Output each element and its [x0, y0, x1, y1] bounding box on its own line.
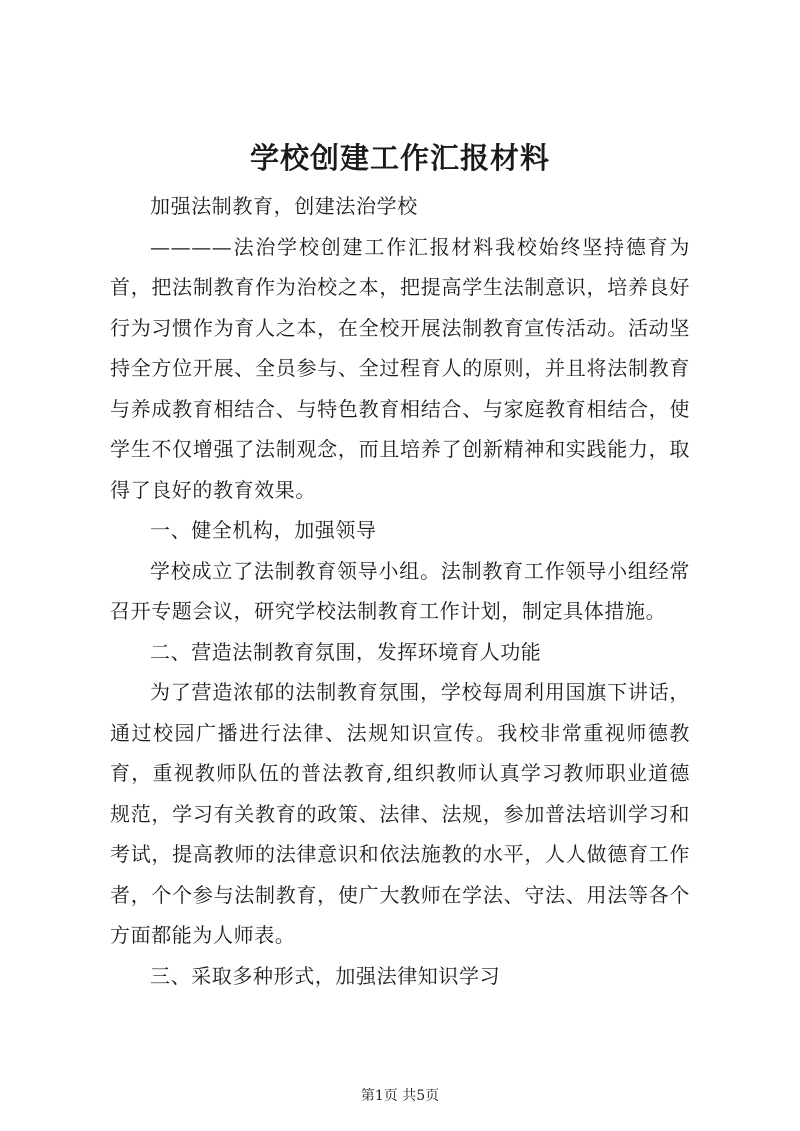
subtitle-paragraph: 加强法制教育，创建法治学校	[150, 194, 418, 218]
page-title: 学校创建工作汇报材料	[249, 141, 550, 175]
intro-paragraph: ————法治学校创建工作汇报材料我校始终坚持德育为首，把法制教育作为治校之本，把提高学生法制意识，培养良好行为习惯作为育人之本，在全校开展法制教育宣传活动。活动坚持全方位开展、全员参与、全过程育人的原则，并且将法制教育与养成教育相结合、与特色教育相结合、与家庭教育相结合，使学生不仅增强了法制观念，而且培养了创新精神和实践能力，取得了良好的教育效果。	[110, 234, 690, 502]
section-heading-1: 一、健全机构，加强领导	[150, 518, 377, 542]
page-footer: 第1页 共5页	[360, 1088, 440, 1104]
section-paragraph-2: 为了营造浓郁的法制教育氛围，学校每周利用国旗下讲话，通过校园广播进行法律、法规知识宣传。我校非常重视师德教育，重视教师队伍的普法教育,组织教师认真学习教师职业道德规范，学习有关教育的政策、法律、法规，参加普法培训学习和考试，提高教师的法律意识和依法施教的水平，人人做德育工作者，个个参与法制教育，使广大教师在学法、守法、用法等各个方面都能为人师表。	[110, 680, 690, 947]
section-heading-2: 二、营造法制教育氛围，发挥环境育人功能	[150, 639, 542, 664]
document-body	[110, 186, 690, 996]
section-paragraph-1: 学校成立了法制教育领导小组。法制教育工作领导小组经常召开专题会议，研究学校法制教育工作计划，制定具体措施。	[110, 558, 690, 623]
section-heading-3: 三、采取多种形式，加强法律知识学习	[150, 963, 501, 988]
